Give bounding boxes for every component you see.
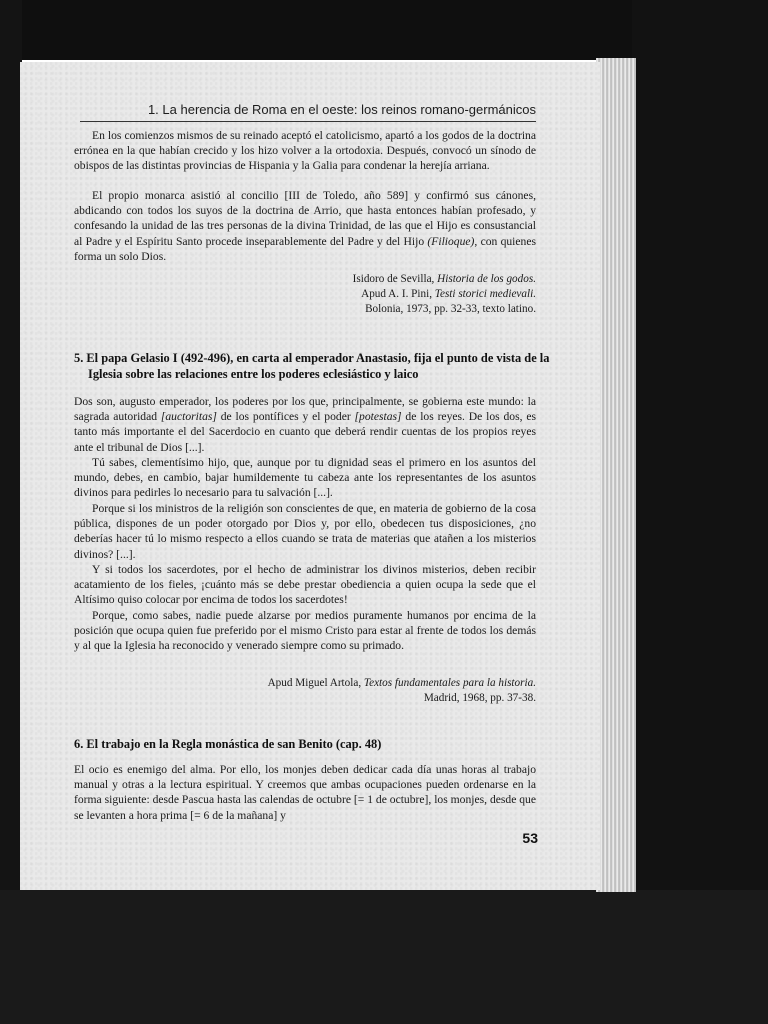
- scan-background-right: [632, 0, 768, 1024]
- section-5-source-title: Textos fundamentales para la historia.: [363, 677, 536, 689]
- section-5-source-line-2: Madrid, 1968, pp. 37-38.: [423, 692, 536, 704]
- prev-paragraph-2-filioque: (Filioque): [427, 234, 475, 248]
- section-5-paragraph-2: Tú sabes, clementísimo hijo, que, aunque por tu dignidad seas el primero en los asuntos del mundo, debes, en cambio, bajar humildemente tu cabeza ante los representantes de los asuntos divinos para pedirles lo necesario para tu salvación [...].: [74, 456, 536, 500]
- section-6-title: 6. El trabajo en la Regla monástica de san Benito (cap. 48): [74, 737, 382, 751]
- prev-paragraph-1: En los comienzos mismos de su reinado aceptó el catolicismo, apartó a los godos de la doctrina errónea en la que habían crecido y los hizo volver a la ortodoxia. Después, convocó un sínodo de obispos de las distintas provincias de Hispania y la Galia para condenar la herejía arriana.: [74, 129, 536, 173]
- prev-source-apud: Apud A. I. Pini,: [361, 288, 435, 300]
- page-number: 53: [522, 830, 538, 846]
- section-6-paragraph-1: El ocio es enemigo del alma. Por ello, los monjes deben dedicar cada día unas horas al trabajo manual y otras a la lectura espiritual. Y creemos que ambas ocupaciones pueden ordenarse en la forma siguiente: desde Pascua hasta las calendas de octubre [= 1 de octubre], los monjes, desde que se levanten a hora prima [= 6 de la mañana] y: [74, 763, 536, 822]
- scan-background-left: [0, 0, 22, 1024]
- section-5-potestas: [potestas]: [354, 410, 402, 424]
- section-5-paragraph-4: Y si todos los sacerdotes, por el hecho de administrar los divinos misterios, deben recibir acatamiento de los fieles, ¡cuánto más se debe prestar obediencia a quien ocupa la sede que el Altísimo quiso colocar por encima de todos los sacerdotes!: [74, 563, 536, 607]
- header-rule: [80, 121, 536, 122]
- prev-source-line-2: [220, 287, 536, 302]
- section-5-source-line-1: [170, 676, 536, 691]
- prev-source-apud-title: Testi storici medievali.: [434, 288, 536, 300]
- running-head: 1. La herencia de Roma en el oeste: los reinos romano-germánicos: [147, 102, 536, 117]
- prev-paragraph-2-text-a: El propio monarca asistió al concilio [III de Toledo, año 589] y confirmó sus cánones, abdicando con todos los suyos de la doctrina de Arrio, que hasta entonces habían profesado, y confesando la unidad de las tres personas de la divina Trinidad, de las que el Hijo es consustancial al Padre y el Espíritu Santo procede inseparablemente del Padre y del Hijo: [74, 189, 536, 248]
- section-5-auctoritas: [auctoritas]: [160, 410, 217, 424]
- scan-background-bottom: [0, 890, 768, 1024]
- section-5-p1-c: de los reyes. De los dos, es tanto más importante el del Sacerdocio en cuanto que deberá rendir cuentas de los propios reyes ante el tribunal de Dios [...].: [74, 410, 536, 454]
- section-5-paragraph-5: Porque, como sabes, nadie puede alzarse por medios puramente humanos por encima de la posición que ocupa quien fue preferido por el mismo Cristo para estar al frente de todos los demás y al que la Iglesia ha reconocido y venerado siempre como su primado.: [74, 609, 536, 653]
- section-5-title: 5. El papa Gelasio I (492-496), en carta al emperador Anastasio, fija el punto de vista de la Iglesia sobre las relaciones entre los poderes eclesiástico y laico: [74, 351, 550, 381]
- section-5-source-author: Apud Miguel Artola,: [267, 677, 364, 689]
- prev-source-author: Isidoro de Sevilla,: [352, 273, 438, 285]
- section-5-p1-b: de los pontífices y el poder: [216, 410, 355, 424]
- book-page: [20, 62, 600, 890]
- section-5-p1-a: Dos son, augusto emperador, los poderes por los que, principalmente, se gobierna este mundo: la sagrada autoridad: [74, 395, 536, 424]
- prev-source-line-1: [220, 272, 536, 287]
- section-5-paragraph-1: [74, 394, 536, 455]
- prev-paragraph-2: [74, 188, 536, 264]
- prev-source-title: Historia de los godos.: [437, 273, 536, 285]
- prev-source-line-3: Bolonia, 1973, pp. 32-33, texto latino.: [365, 303, 536, 315]
- book-page-edges: [596, 58, 636, 892]
- prev-paragraph-2-text-b: , con quienes forma un solo Dios.: [74, 234, 536, 263]
- section-5-paragraph-3: Porque si los ministros de la religión son conscientes de que, en materia de gobierno de la cosa pública, dispones de un poder otorgado por Dios y, por ello, obedecen tus disposiciones, ¿no deberías hacer tú lo mismo respecto a ellos cuando se trata de materias que atañen a los misterios divinos? [...].: [74, 502, 536, 561]
